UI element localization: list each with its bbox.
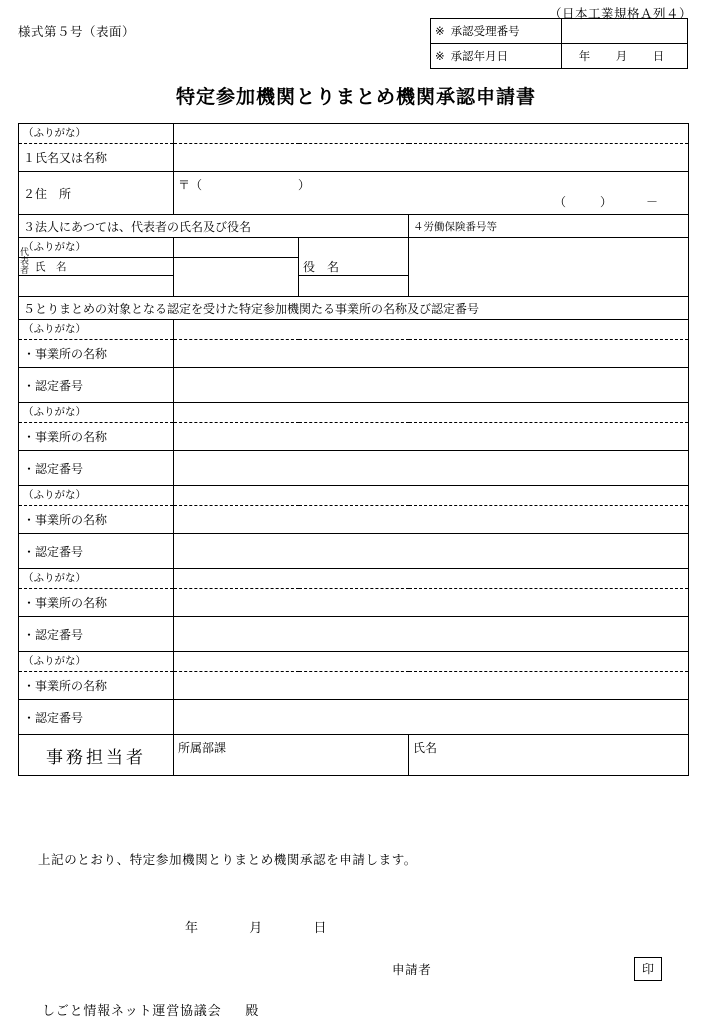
office-1-name-value[interactable] [174, 340, 689, 368]
office-4-name-label: ・事業所の名称 [19, 589, 174, 617]
name-label: １氏名又は名称 [19, 144, 174, 172]
office-5-cert-row [19, 700, 689, 735]
phone-paren-close: ） [599, 195, 612, 209]
office-2-furigana-label: （ふりがな） [19, 403, 174, 423]
seal-stamp-box: 印 [634, 957, 662, 981]
office-4-name-row [19, 589, 689, 617]
staff-name-label: 氏名 [413, 741, 438, 755]
office-3-name-label: ・事業所の名称 [19, 506, 174, 534]
office-4-furigana-label: （ふりがな） [19, 569, 174, 589]
applicant-label: 申請者 [392, 963, 432, 977]
name-furigana-value[interactable] [174, 124, 689, 144]
phone-field[interactable] [178, 193, 684, 210]
office-1-cert-value[interactable] [174, 368, 689, 403]
declaration-statement: 上記のとおり、特定参加機関とりまとめ機関承認を申請します。 [38, 853, 417, 867]
office-5-furigana-value[interactable] [174, 652, 689, 672]
office-1-cert-label: ・認定番号 [19, 368, 174, 403]
representative-label-spacer [19, 276, 174, 297]
office-3-cert-label: ・認定番号 [19, 534, 174, 569]
official-receipt-value[interactable] [562, 19, 688, 44]
representative-title-value[interactable] [299, 276, 409, 297]
office-5-name-label: ・事業所の名称 [19, 672, 174, 700]
official-date-value[interactable] [562, 44, 688, 69]
office-3-furigana-row [19, 486, 689, 506]
office-4-cert-row [19, 617, 689, 652]
application-form-table [18, 123, 689, 776]
office-1-cert-row [19, 368, 689, 403]
official-use-box [430, 18, 688, 69]
representative-header-row [19, 215, 689, 238]
office-4-furigana-value[interactable] [174, 569, 689, 589]
office-5-name-row [19, 672, 689, 700]
postal-code-field[interactable]: 〒（ ） [178, 178, 311, 192]
staff-row [19, 735, 689, 776]
name-furigana-row [19, 124, 689, 144]
office-3-name-row [19, 506, 689, 534]
page-title: 特定参加機関とりまとめ機関承認申請書 [175, 87, 536, 108]
name-value[interactable] [174, 144, 689, 172]
staff-department-label: 所属部課 [178, 741, 227, 755]
office-4-cert-label: ・認定番号 [19, 617, 174, 652]
official-receipt-row [431, 19, 688, 44]
submission-year: 年 [185, 920, 200, 935]
office-2-furigana-row [19, 403, 689, 423]
representative-title-label: 役 名 [299, 258, 409, 276]
office-3-cert-value[interactable] [174, 534, 689, 569]
office-3-cert-row [19, 534, 689, 569]
representative-title-label-cell [299, 238, 409, 258]
name-furigana-label: （ふりがな） [19, 124, 174, 144]
office-3-furigana-label: （ふりがな） [19, 486, 174, 506]
office-2-name-row [19, 423, 689, 451]
addressee-line [42, 1000, 259, 1019]
address-row [19, 172, 689, 215]
submission-month: 月 [249, 920, 264, 935]
staff-name-cell[interactable] [409, 735, 689, 776]
representative-name-label: 氏 名 [35, 262, 67, 273]
staff-section-title: 事務担当者 [19, 735, 174, 776]
official-month: 月 [615, 51, 628, 63]
staff-department-cell[interactable] [174, 735, 409, 776]
representative-furigana-value[interactable] [174, 238, 299, 258]
official-date-row [431, 44, 688, 69]
office-4-furigana-row [19, 569, 689, 589]
office-5-furigana-row [19, 652, 689, 672]
official-year: 年 [578, 51, 591, 63]
insurance-number-value[interactable] [409, 238, 689, 297]
office-2-furigana-value[interactable] [174, 403, 689, 423]
official-date-label-text: 承認年月日 [450, 51, 509, 63]
office-1-name-label: ・事業所の名称 [19, 340, 174, 368]
office-3-name-value[interactable] [174, 506, 689, 534]
address-value[interactable] [174, 172, 689, 215]
office-5-cert-value[interactable] [174, 700, 689, 735]
office-2-name-label: ・事業所の名称 [19, 423, 174, 451]
phone-paren-open: （ [553, 195, 566, 209]
form-number-label: 様式第５号（表面） [18, 25, 136, 39]
representative-furigana-label: （ふりがな） [19, 238, 174, 258]
office-3-furigana-value[interactable] [174, 486, 689, 506]
representative-name-value-cont[interactable] [174, 276, 299, 297]
addressee-honorific: 殿 [245, 1003, 260, 1018]
office-2-cert-label: ・認定番号 [19, 451, 174, 486]
representative-section-label: ３法人にあつては、代表者の氏名及び役名 [19, 215, 409, 238]
offices-section-label: ５とりまとめの対象となる認定を受けた特定参加機関たる事業所の名称及び認定番号 [19, 297, 689, 320]
office-2-cert-value[interactable] [174, 451, 689, 486]
office-5-furigana-label: （ふりがな） [19, 652, 174, 672]
representative-name-value[interactable] [174, 258, 299, 276]
office-1-furigana-row [19, 320, 689, 340]
jis-standard-note: （日本工業規格Ａ列４） [548, 7, 692, 21]
official-mark-icon: ※ [435, 26, 445, 38]
office-1-name-row [19, 340, 689, 368]
representative-vertical-label: 代表者 [19, 246, 29, 274]
office-1-furigana-value[interactable] [174, 320, 689, 340]
office-5-name-value[interactable] [174, 672, 689, 700]
official-receipt-label [431, 19, 562, 44]
addressee-name: しごと情報ネット運営協議会 [42, 1003, 222, 1018]
office-2-name-value[interactable] [174, 423, 689, 451]
office-2-cert-row [19, 451, 689, 486]
submission-date-line[interactable] [185, 917, 374, 936]
name-row [19, 144, 689, 172]
official-receipt-label-text: 承認受理番号 [450, 26, 520, 38]
official-day: 日 [652, 51, 665, 63]
official-date-label [431, 44, 562, 69]
office-4-cert-value[interactable] [174, 617, 689, 652]
insurance-number-label: ４労働保険番号等 [409, 215, 689, 238]
submission-day: 日 [313, 920, 328, 935]
office-1-furigana-label: （ふりがな） [19, 320, 174, 340]
official-mark-icon-2: ※ [435, 51, 445, 63]
offices-section-header-row [19, 297, 689, 320]
phone-dash: － [645, 195, 658, 209]
representative-furigana-row [19, 238, 689, 258]
office-4-name-value[interactable] [174, 589, 689, 617]
office-5-cert-label: ・認定番号 [19, 700, 174, 735]
address-label: ２住 所 [19, 172, 174, 215]
